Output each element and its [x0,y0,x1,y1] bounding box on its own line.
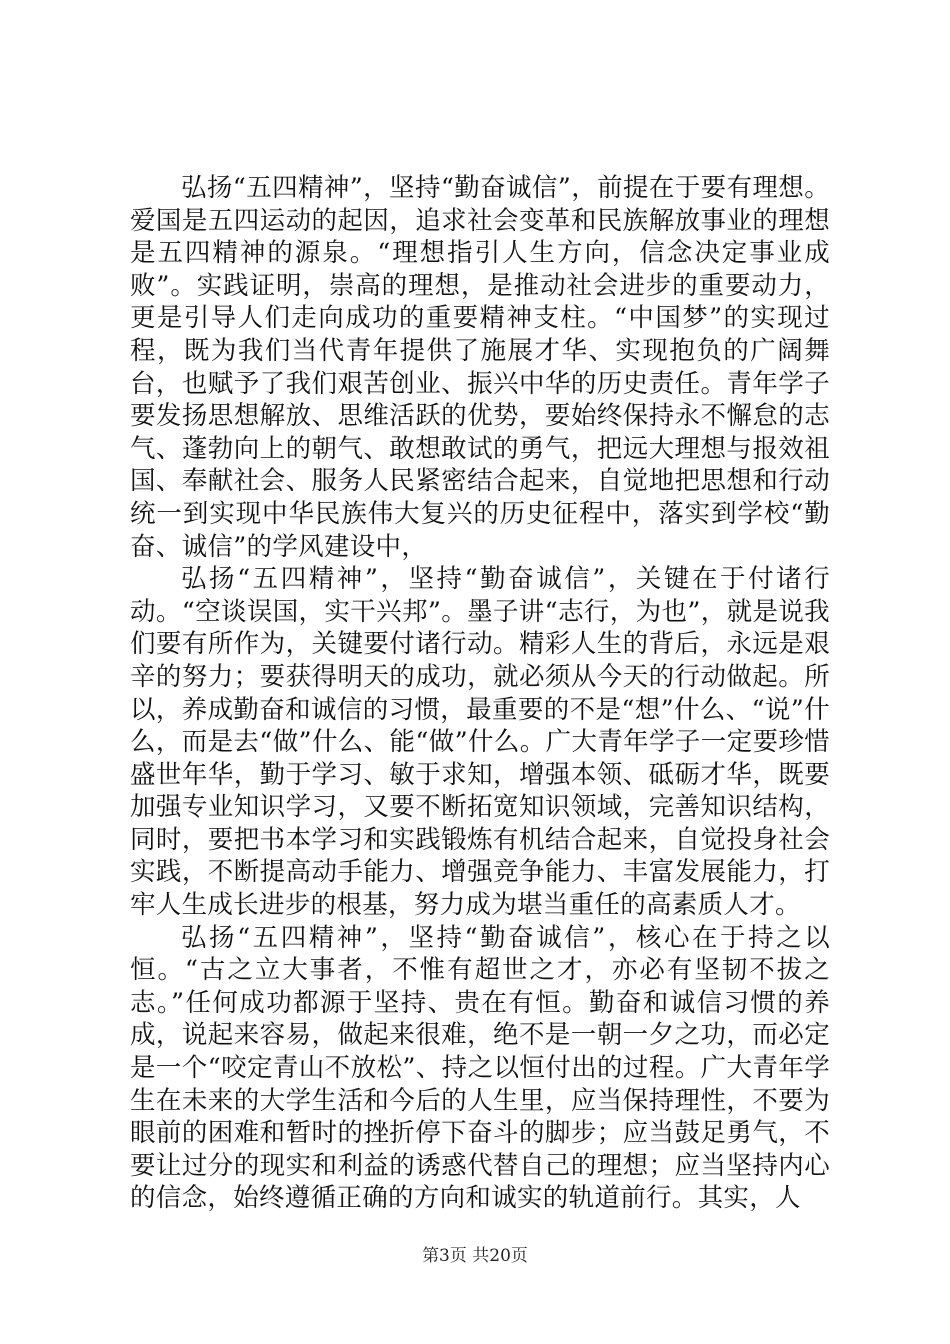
document-body [130,172,830,1215]
paragraph-ideals: 弘扬“五四精神”，坚持“勤奋诚信”，前提在于要有理想。爱国是五四运动的起因，追求社会变革和民族解放事业的理想是五四精神的源泉。“理想指引人生方向，信念决定事业成败”。实践证明，崇高的理想，是推动社会进步的重要动力，更是引导人们走向成功的重要精神支柱。“中国梦”的实现过程，既为我们当代青年提供了施展才华、实现抱负的广阔舞台，也赋予了我们艰苦创业、振兴中华的历史责任。青年学子要发扬思想解放、思维活跃的优势，要始终保持永不懈怠的志气、蓬勃向上的朝气、敢想敢试的勇气，把远大理想与报效祖国、奉献社会、服务人民紧密结合起来，自觉地把思想和行动统一到实现中华民族伟大复兴的历史征程中，落实到学校“勤奋、诚信”的学风建设中， [130,173,830,562]
page-number-footer: 第3页 共20页 [422,1246,528,1266]
paragraph-perseverance: 弘扬“五四精神”，坚持“勤奋诚信”，核心在于持之以恒。“古之立大事者，不惟有超世之才，亦必有坚韧不拔之志。”任何成功都源于坚持、贵在有恒。勤奋和诚信习惯的养成，说起来容易，做起来很难，绝不是一朝一夕之功，而必定是一个“咬定青山不放松”、持之以恒付出的过程。广大青年学生在未来的大学生活和今后的人生里，应当保持理性，不要为眼前的困难和暂时的挫折停下奋斗的脚步；应当鼓足勇气，不要让过分的现实和利益的诱惑代替自己的理想；应当坚持内心的信念，始终遵循正确的方向和诚实的轨道前行。其实，人 [130,922,830,1214]
paragraph-action: 弘扬“五四精神”，坚持“勤奋诚信”，关键在于付诸行动。“空谈误国，实干兴邦”。墨子讲“志行，为也”，就是说我们要有所作为，关键要付诸行动。精彩人生的背后，永远是艰辛的努力；要获得明天的成功，就必须从今天的行动做起。所以，养成勤奋和诚信的习惯，最重要的不是“想”什么、“说”什么，而是去“做”什么、能“做”什么。广大青年学子一定要珍惜盛世年华，勤于学习、敏于求知，增强本领、砥砺才华，既要加强专业知识学习，又要不断拓宽知识领域，完善知识结构，同时，要把书本学习和实践锻炼有机结合起来，自觉投身社会实践，不断提高动手能力、增强竞争能力、丰富发展能力，打牢人生成长进步的根基，努力成为堪当重任的高素质人才。 [130,564,830,921]
